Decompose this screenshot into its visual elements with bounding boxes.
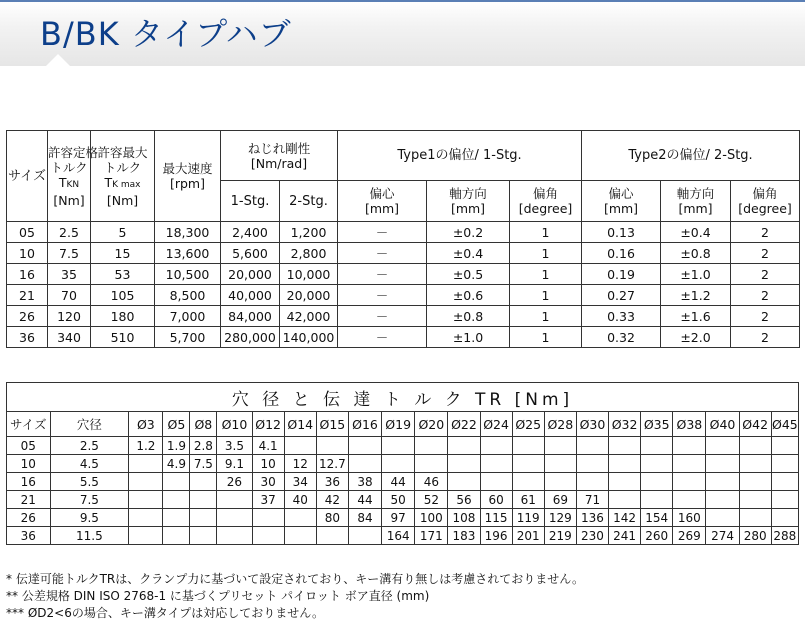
- spec-table-cell: －: [338, 264, 427, 285]
- spec-table: [6, 130, 800, 348]
- torque-table-cell: 9.1: [217, 455, 252, 473]
- header-type1-angular: [510, 181, 582, 222]
- torque-table-cell: [739, 509, 771, 527]
- torque-table-header-cell: Ø14: [284, 412, 316, 437]
- spec-table-cell: ±1.0: [661, 264, 731, 285]
- torque-table-cell: [415, 455, 448, 473]
- torque-table-header-cell: Ø38: [673, 412, 706, 437]
- torque-table-cell: [706, 455, 739, 473]
- torque-table-header-cell: Ø42: [739, 412, 771, 437]
- spec-table-cell: 16: [7, 264, 48, 285]
- torque-table-cell: [129, 491, 163, 509]
- torque-table-cell: 84: [348, 509, 381, 527]
- spec-table-row: [7, 243, 800, 264]
- header-type1-axial-unit: [mm]: [450, 201, 486, 216]
- spec-table-cell: 1: [510, 222, 582, 243]
- torque-table-cell: [739, 491, 771, 509]
- spec-table-cell: 5,700: [155, 327, 221, 348]
- header-type2-angular-label: 偏角: [752, 186, 778, 201]
- torque-table-cell: 12.7: [316, 455, 348, 473]
- spec-table-cell: 510: [91, 327, 155, 348]
- spec-table-cell: 1: [510, 306, 582, 327]
- torque-table-header-cell: Ø45: [771, 412, 798, 437]
- torque-table-cell: 119: [512, 509, 544, 527]
- torque-table-header-cell: Ø30: [576, 412, 608, 437]
- header-rated-torque: [48, 131, 99, 222]
- torque-table-cell: [382, 455, 415, 473]
- torque-table-cell: [576, 473, 608, 491]
- header-type1-axial-label: 軸方向: [449, 186, 487, 201]
- torque-table-header-cell: Ø20: [415, 412, 448, 437]
- torque-table-cell: [480, 473, 512, 491]
- torque-table-header-cell: Ø16: [348, 412, 381, 437]
- spec-table-cell: 36: [7, 327, 48, 348]
- spec-table-cell: 0.16: [582, 243, 661, 264]
- spec-table-body: [7, 222, 800, 348]
- spec-table-cell: 1: [510, 264, 582, 285]
- torque-table-cell: 34: [284, 473, 316, 491]
- spec-table-cell: 1,200: [280, 222, 338, 243]
- torque-table-cell: [382, 437, 415, 455]
- torque-table-cell: [739, 455, 771, 473]
- spec-table-row: [7, 222, 800, 243]
- torque-table-cell: [739, 473, 771, 491]
- spec-table-cell: ±2.0: [661, 327, 731, 348]
- torque-table-cell: 136: [576, 509, 608, 527]
- header-type1-angular-label: 偏角: [533, 186, 559, 201]
- header-type2-axial-unit: [mm]: [678, 201, 713, 216]
- torque-table-cell: 7.5: [190, 455, 217, 473]
- spec-table-cell: 0.19: [582, 264, 661, 285]
- spec-table-cell: ±0.6: [427, 285, 510, 306]
- spec-table-cell: 2: [731, 285, 800, 306]
- torque-table-cell: [252, 509, 284, 527]
- header-type1-offset: [338, 181, 427, 222]
- torque-table-cell: [673, 473, 706, 491]
- spec-table-cell: 15: [91, 243, 155, 264]
- torque-table-header-cell: Ø19: [382, 412, 415, 437]
- header-type2-offset-label: 偏心: [608, 186, 634, 201]
- header-rated-unit: [Nm]: [53, 192, 85, 208]
- torque-table-cell: 50: [382, 491, 415, 509]
- torque-table-cell: [673, 437, 706, 455]
- torque-table-cell: [190, 509, 217, 527]
- torque-table-cell: 52: [415, 491, 448, 509]
- spec-table-cell: ±0.8: [427, 306, 510, 327]
- torque-table-cell: 154: [641, 509, 673, 527]
- torque-table-header-cell: Ø28: [544, 412, 576, 437]
- spec-table-cell: 42,000: [280, 306, 338, 327]
- torque-table-cell: 100: [415, 509, 448, 527]
- torque-table-cell: 201: [512, 527, 544, 545]
- spec-table-cell: ±1.0: [427, 327, 510, 348]
- torque-table-cell: [771, 455, 798, 473]
- torque-table-cell: [544, 455, 576, 473]
- torque-table-row: [7, 437, 799, 455]
- torque-table-cell: [641, 455, 673, 473]
- spec-table-cell: 18,300: [155, 222, 221, 243]
- torque-table-cell: [448, 455, 480, 473]
- header-max-torque-line2: トルク: [103, 159, 142, 175]
- spec-table-cell: ±0.2: [427, 222, 510, 243]
- torque-table-cell: [129, 455, 163, 473]
- torque-table-header-cell: Ø22: [448, 412, 480, 437]
- spec-table-cell: －: [338, 327, 427, 348]
- torque-table-cell: [316, 527, 348, 545]
- torque-table-cell: 288: [771, 527, 798, 545]
- spec-table-cell: 2: [731, 222, 800, 243]
- torque-table-cell: [706, 437, 739, 455]
- torque-table-cell: 108: [448, 509, 480, 527]
- header-rated-torque-line1: 許容定格: [48, 144, 99, 160]
- spec-table-cell: 26: [7, 306, 48, 327]
- spec-table-cell: 2,400: [221, 222, 280, 243]
- header-stg1: 1-Stg.: [221, 181, 280, 222]
- torque-table-header-cell: Ø32: [609, 412, 641, 437]
- torque-table-cell: [163, 527, 190, 545]
- torque-table-cell: [252, 527, 284, 545]
- torque-table-cell: [415, 437, 448, 455]
- torque-table-cell: [544, 437, 576, 455]
- spec-table-cell: 2,800: [280, 243, 338, 264]
- torque-table-cell: [609, 455, 641, 473]
- torque-table-cell: [641, 491, 673, 509]
- header-type2-offset-unit: [mm]: [603, 201, 639, 216]
- spec-table-cell: 340: [48, 327, 91, 348]
- torque-table-cell: [739, 437, 771, 455]
- torque-table-cell: 05: [7, 437, 51, 455]
- torque-table-cell: 142: [609, 509, 641, 527]
- torque-table-cell: 37: [252, 491, 284, 509]
- torque-table-row: [7, 509, 799, 527]
- spec-table-cell: 7,000: [155, 306, 221, 327]
- torque-table-header-cell: Ø3: [129, 412, 163, 437]
- header-stiffness: [221, 131, 338, 181]
- torque-table-cell: [480, 437, 512, 455]
- header-max-speed-unit: [rpm]: [169, 176, 205, 191]
- spec-table-cell: 2: [731, 327, 800, 348]
- torque-table-cell: [190, 473, 217, 491]
- spec-table-cell: 1: [510, 327, 582, 348]
- torque-table-cell: 21: [7, 491, 51, 509]
- torque-table-cell: [609, 437, 641, 455]
- spec-table-cell: ±1.6: [661, 306, 731, 327]
- spec-table-cell: 280,000: [221, 327, 280, 348]
- torque-table-cell: [641, 473, 673, 491]
- spec-table-cell: 40,000: [221, 285, 280, 306]
- spec-table-cell: 5: [91, 222, 155, 243]
- torque-table-cell: 219: [544, 527, 576, 545]
- torque-table-cell: 16: [7, 473, 51, 491]
- spec-table-cell: －: [338, 306, 427, 327]
- torque-table-cell: 7.5: [50, 491, 129, 509]
- spec-table-cell: 140,000: [280, 327, 338, 348]
- header-type2-offset: [582, 181, 661, 222]
- spec-table-cell: 35: [48, 264, 91, 285]
- spec-table-cell: 1: [510, 285, 582, 306]
- torque-table-cell: 269: [673, 527, 706, 545]
- torque-table-cell: [480, 455, 512, 473]
- torque-table: [6, 382, 799, 545]
- torque-table-cell: 274: [706, 527, 739, 545]
- torque-table-header-cell: Ø15: [316, 412, 348, 437]
- torque-table-cell: 71: [576, 491, 608, 509]
- torque-table-cell: [448, 473, 480, 491]
- torque-table-cell: [217, 491, 252, 509]
- torque-table-cell: 61: [512, 491, 544, 509]
- spec-table-cell: 120: [48, 306, 91, 327]
- spec-table-cell: ±0.5: [427, 264, 510, 285]
- torque-table-cell: [217, 509, 252, 527]
- torque-table-cell: [512, 473, 544, 491]
- torque-table-header-cell: Ø8: [190, 412, 217, 437]
- torque-table-cell: 80: [316, 509, 348, 527]
- torque-table-row: [7, 473, 799, 491]
- spec-table-cell: －: [338, 243, 427, 264]
- torque-table-cell: [316, 437, 348, 455]
- header-type2-axial-label: 軸方向: [676, 186, 715, 201]
- torque-table-cell: [129, 473, 163, 491]
- torque-table-cell: 36: [7, 527, 51, 545]
- torque-table-cell: 36: [316, 473, 348, 491]
- spec-table-cell: ±0.4: [427, 243, 510, 264]
- torque-table-cell: [284, 437, 316, 455]
- header-type1-offset-label: 偏心: [369, 186, 395, 201]
- spec-table-cell: 105: [91, 285, 155, 306]
- torque-table-cell: [706, 509, 739, 527]
- spec-table-cell: 0.13: [582, 222, 661, 243]
- torque-table-cell: [706, 491, 739, 509]
- torque-table-cell: [163, 491, 190, 509]
- torque-table-cell: [284, 509, 316, 527]
- header-type2-axial: [661, 181, 731, 222]
- header-rated-symbol-sub: KN: [66, 179, 80, 190]
- torque-table-cell: 3.5: [217, 437, 252, 455]
- spec-table-cell: ±0.4: [661, 222, 731, 243]
- spec-table-cell: 2.5: [48, 222, 91, 243]
- torque-table-cell: 196: [480, 527, 512, 545]
- torque-table-header-cell: Ø12: [252, 412, 284, 437]
- spec-table-cell: 2: [731, 243, 800, 264]
- spec-table-cell: 10,500: [155, 264, 221, 285]
- torque-table-header-cell: Ø10: [217, 412, 252, 437]
- torque-table-cell: [284, 527, 316, 545]
- torque-table-cell: 230: [576, 527, 608, 545]
- torque-table-cell: [163, 473, 190, 491]
- torque-table-row: [7, 491, 799, 509]
- header-rated-torque-line2: トルク: [50, 159, 88, 175]
- torque-table-cell: [129, 527, 163, 545]
- header-type1-angular-unit: [degree]: [518, 201, 573, 216]
- torque-table-title: 穴 径 と 伝 達 ト ル ク TR [Nm]: [7, 383, 799, 412]
- header-rated-symbol: T: [58, 174, 67, 190]
- torque-table-header-cell: サイズ: [7, 412, 51, 437]
- spec-table-cell: 20,000: [221, 264, 280, 285]
- torque-table-cell: [609, 491, 641, 509]
- header-type1-axial: [427, 181, 510, 222]
- header-type1-offset-unit: [mm]: [364, 201, 400, 216]
- torque-table-cell: 171: [415, 527, 448, 545]
- spec-table-cell: ±1.2: [661, 285, 731, 306]
- torque-table-cell: [190, 491, 217, 509]
- header-max-speed: [155, 131, 221, 222]
- header-max-torque: [91, 131, 155, 222]
- torque-table-cell: 4.5: [50, 455, 129, 473]
- torque-table-cell: 4.9: [163, 455, 190, 473]
- torque-table-cell: [576, 437, 608, 455]
- torque-table-row: [7, 527, 799, 545]
- torque-table-cell: 115: [480, 509, 512, 527]
- spec-table-cell: 21: [7, 285, 48, 306]
- torque-table-cell: [706, 473, 739, 491]
- spec-table-cell: 10,000: [280, 264, 338, 285]
- spec-table-cell: 7.5: [48, 243, 91, 264]
- torque-table-cell: 26: [217, 473, 252, 491]
- torque-table-cell: 183: [448, 527, 480, 545]
- torque-table-cell: [190, 527, 217, 545]
- torque-table-cell: 4.1: [252, 437, 284, 455]
- torque-table-cell: 11.5: [50, 527, 129, 545]
- spec-table-cell: ±0.8: [661, 243, 731, 264]
- torque-table-cell: [348, 455, 381, 473]
- footnotes: [6, 571, 799, 622]
- spec-table-cell: 180: [91, 306, 155, 327]
- spec-table-cell: 20,000: [280, 285, 338, 306]
- footnote-2: ** 公差規格 DIN ISO 2768-1 に基づくプリセット パイロット ボア直径 (mm): [6, 589, 430, 603]
- spec-table-cell: 2: [731, 264, 800, 285]
- torque-table-cell: [348, 437, 381, 455]
- header-stiffness-unit: [Nm/rad]: [250, 155, 308, 171]
- header-stg2: 2-Stg.: [280, 181, 338, 222]
- spec-table-cell: 8,500: [155, 285, 221, 306]
- torque-table-cell: 1.2: [129, 437, 163, 455]
- spec-table-cell: 5,600: [221, 243, 280, 264]
- torque-table-cell: [771, 437, 798, 455]
- spec-table-cell: 13,600: [155, 243, 221, 264]
- torque-table-cell: 69: [544, 491, 576, 509]
- torque-table-cell: [348, 527, 381, 545]
- torque-table-cell: 97: [382, 509, 415, 527]
- torque-table-cell: [771, 491, 798, 509]
- header-type2-angular: [731, 181, 800, 222]
- spec-table-row: [7, 327, 800, 348]
- torque-table-cell: 9.5: [50, 509, 129, 527]
- spec-table-cell: 10: [7, 243, 48, 264]
- header-max-speed-label: 最大速度: [162, 161, 213, 176]
- spec-table-cell: 0.27: [582, 285, 661, 306]
- header-max-symbol-sub: K max: [112, 179, 141, 190]
- torque-table-cell: 129: [544, 509, 576, 527]
- spec-table-cell: 84,000: [221, 306, 280, 327]
- torque-table-cell: 56: [448, 491, 480, 509]
- torque-table-cell: 60: [480, 491, 512, 509]
- torque-table-cell: 1.9: [163, 437, 190, 455]
- spec-table-cell: 1: [510, 243, 582, 264]
- torque-table-cell: [512, 455, 544, 473]
- header-size: サイズ: [7, 131, 48, 222]
- torque-table-cell: 241: [609, 527, 641, 545]
- torque-table-cell: 44: [382, 473, 415, 491]
- torque-table-header-cell: 穴径: [50, 412, 129, 437]
- header-max-symbol: T: [104, 174, 113, 190]
- torque-table-cell: [641, 437, 673, 455]
- torque-table-cell: 30: [252, 473, 284, 491]
- header-type2: Type2の偏位/ 2-Stg.: [582, 131, 800, 181]
- torque-table-cell: 160: [673, 509, 706, 527]
- footnote-3: *** ØD2<6の場合、キー溝タイプは対応しておりません。: [6, 606, 324, 620]
- spec-table-cell: 0.33: [582, 306, 661, 327]
- torque-table-header-cell: Ø5: [163, 412, 190, 437]
- torque-table-header-cell: Ø35: [641, 412, 673, 437]
- header-type1: Type1の偏位/ 1-Stg.: [338, 131, 582, 181]
- torque-table-cell: [512, 437, 544, 455]
- torque-table-cell: [217, 527, 252, 545]
- header-type2-angular-unit: [degree]: [738, 201, 792, 216]
- spec-table-cell: 05: [7, 222, 48, 243]
- torque-table-row: [7, 455, 799, 473]
- torque-table-body: [7, 437, 799, 545]
- torque-table-cell: 10: [7, 455, 51, 473]
- torque-table-cell: 2.8: [190, 437, 217, 455]
- spec-table-cell: 53: [91, 264, 155, 285]
- torque-table-cell: [673, 455, 706, 473]
- torque-table-cell: 12: [284, 455, 316, 473]
- header-stiffness-label: ねじれ剛性: [247, 140, 311, 156]
- torque-table-cell: 164: [382, 527, 415, 545]
- torque-table-cell: [576, 455, 608, 473]
- page-title: B/BK タイプハブ: [40, 15, 292, 53]
- torque-table-cell: 10: [252, 455, 284, 473]
- spec-table-row: [7, 306, 800, 327]
- torque-table-cell: 2.5: [50, 437, 129, 455]
- torque-table-cell: 44: [348, 491, 381, 509]
- torque-table-header-cell: Ø24: [480, 412, 512, 437]
- torque-table-cell: 42: [316, 491, 348, 509]
- torque-table-cell: 280: [739, 527, 771, 545]
- torque-table-cell: 26: [7, 509, 51, 527]
- torque-table-cell: [771, 473, 798, 491]
- torque-table-cell: [163, 509, 190, 527]
- torque-table-cell: [129, 509, 163, 527]
- footnote-1: * 伝達可能トルクTRは、クランプ力に基づいて設定されており、キー溝有り無しは考慮されておりません。: [6, 572, 584, 586]
- spec-table-cell: －: [338, 222, 427, 243]
- header-max-unit: [Nm]: [106, 192, 139, 208]
- torque-table-header-row: [7, 412, 799, 437]
- spec-table-cell: 70: [48, 285, 91, 306]
- spec-table-row: [7, 285, 800, 306]
- torque-table-header-cell: Ø25: [512, 412, 544, 437]
- spec-table-cell: －: [338, 285, 427, 306]
- spec-table-cell: 0.32: [582, 327, 661, 348]
- torque-table-cell: [673, 491, 706, 509]
- spec-table-row: [7, 264, 800, 285]
- torque-table-cell: 40: [284, 491, 316, 509]
- torque-table-cell: 5.5: [50, 473, 129, 491]
- torque-table-cell: 46: [415, 473, 448, 491]
- torque-table-cell: 38: [348, 473, 381, 491]
- torque-table-cell: [448, 437, 480, 455]
- header-notch: [44, 54, 72, 68]
- spec-table-cell: 2: [731, 306, 800, 327]
- torque-table-header-cell: Ø40: [706, 412, 739, 437]
- torque-table-cell: [609, 473, 641, 491]
- torque-table-cell: 260: [641, 527, 673, 545]
- header-max-torque-line1: 許容最大: [97, 144, 148, 160]
- torque-table-cell: [771, 509, 798, 527]
- torque-table-cell: [544, 473, 576, 491]
